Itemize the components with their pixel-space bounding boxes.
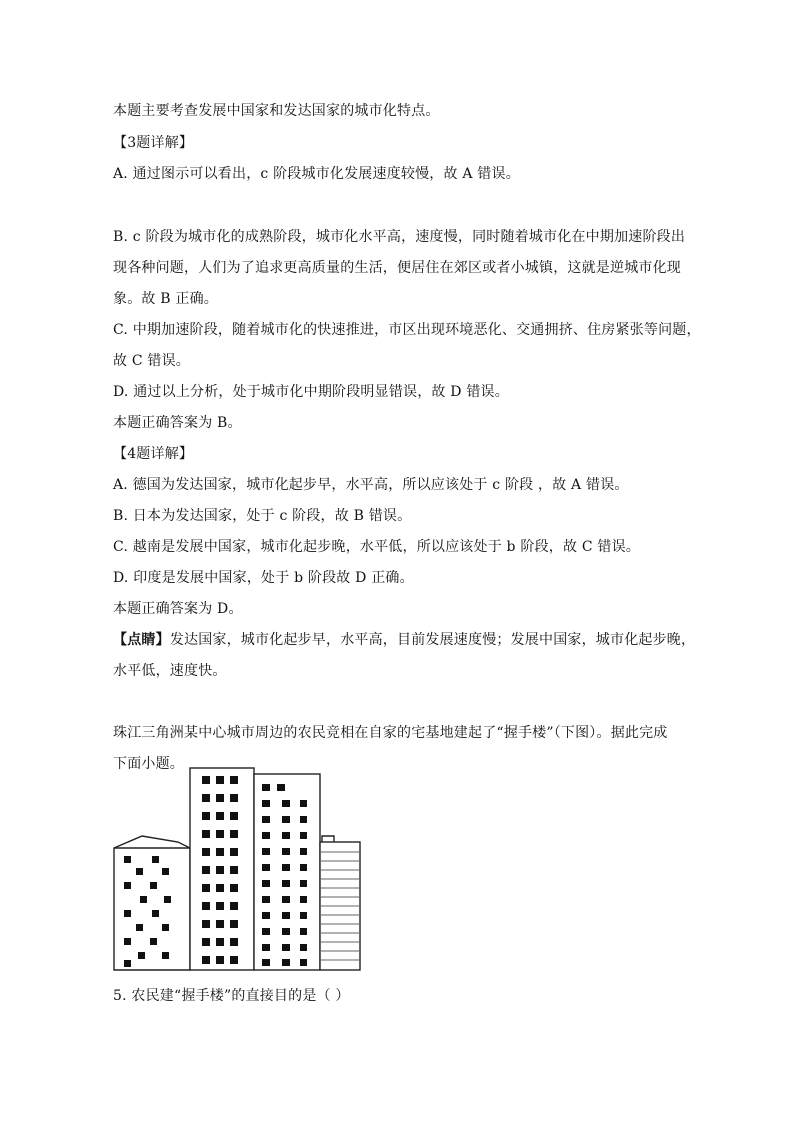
q3-option-c-line1: C. 中期加速阶段，随着城市化的快速推进，市区出现环境恶化、交通拥挤、住房紧张等问题， [113,322,701,338]
dianjing-line2: 水平低，速度快。 [113,663,227,679]
dianjing-label: 【点睛】 [113,632,170,648]
q4-option-b: B. 日本为发达国家，处于 c 阶段，故 B 错误。 [113,508,412,524]
q4-option-d: D. 印度是发展中国家，处于 b 阶段故 D 正确。 [113,570,414,586]
question-intro-line2: 下面小题。 [113,756,184,772]
q3-detail-heading: 【3题详解】 [113,135,194,151]
q3-option-b-line2: 现各种问题，人们为了追求更高质量的生活，便居住在郊区或者小城镇，这就是逆城市化现 [113,260,681,276]
q4-option-c: C. 越南是发展中国家，城市化起步晚，水平低，所以应该处于 b 阶段，故 C 错误。 [113,539,640,555]
q3-option-a: A. 通过图示可以看出，c 阶段城市化发展速度较慢，故 A 错误。 [113,166,520,182]
q4-option-a: A. 德国为发达国家，城市化起步早，水平高，所以应该处于 c 阶段 ，故 A 错误。 [113,477,629,493]
question-intro-line1: 珠江三角洲某中心城市周边的农民竞相在自家的宅基地建起了“握手楼”（下图）。据此完成 [113,725,668,741]
handshake-buildings-illustration [112,764,362,972]
question-5: 5. 农民建“握手楼”的直接目的是（ ） [113,988,350,1004]
dianjing-text-1: 发达国家，城市化起步早，水平高，目前发展速度慢；发展中国家，城市化起步晚， [169,632,696,648]
q3-option-b-line3: 象。故 B 正确。 [113,291,218,307]
q3-option-b-line1: B. c 阶段为城市化的成熟阶段，城市化水平高，速度慢，同时随着城市化在中期加速阶段出 [113,229,686,245]
q3-option-d: D. 通过以上分析，处于城市化中期阶段明显错误，故 D 错误。 [113,384,509,400]
q4-detail-heading: 【4题详解】 [113,446,194,462]
q3-option-c-line2: 故 C 错误。 [113,353,191,369]
q3-answer: 本题正确答案为 B。 [113,415,242,431]
dianjing-line1 [113,630,695,650]
q4-answer: 本题正确答案为 D。 [113,601,243,617]
intro-summary-line: 本题主要考查发展中国家和发达国家的城市化特点。 [113,103,440,119]
